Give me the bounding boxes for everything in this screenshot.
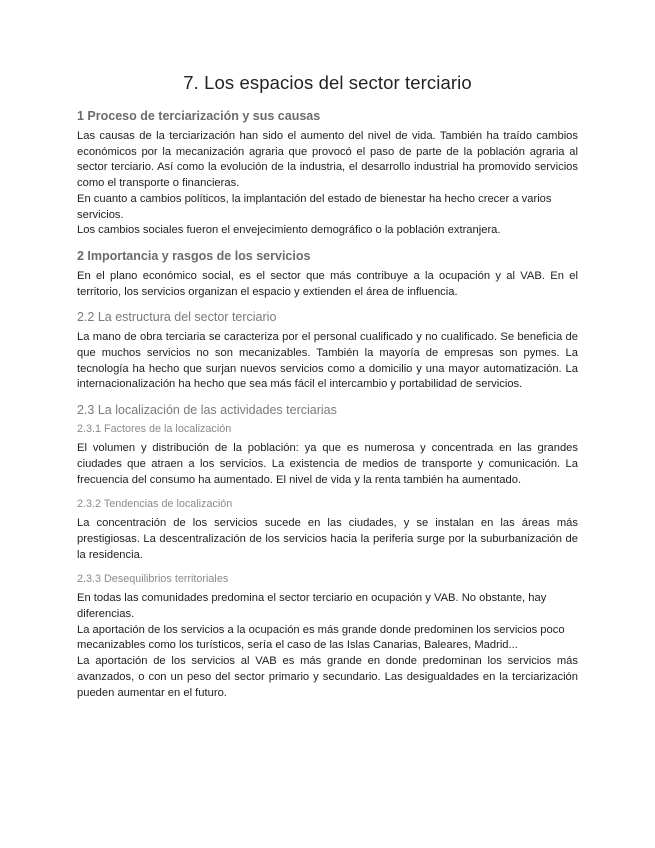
paragraph: En el plano económico social, es el sector que más contribuye a la ocupación y al VAB. En el territorio, los servicios organizan el espacio y extienden el área de influencia. bbox=[77, 269, 578, 298]
section-heading-1: 1 Proceso de terciarización y sus causas bbox=[77, 109, 321, 123]
paragraph: La mano de obra terciaria se caracteriza por el personal cualificado y no cualificado. Se beneficia de que muchos servicios no son mecanizables. También la mayoría de empresas son pymes. La tecnología ha hecho que surjan nuevos servicios como a domicilio y una mayor automatización. La internacionalización ha hecho que sea más fácil el intercambio y portabilidad de servicios. bbox=[77, 331, 578, 391]
subsection-heading-2-3-2: 2.3.2 Tendencias de localización bbox=[77, 498, 233, 511]
paragraph: La aportación de los servicios al VAB es más grande en donde predominan los servicios más avanzados, o con un peso del sector primario y secundario. Las desigualdades en la terciarización pueden aumentar en el futuro. bbox=[77, 655, 578, 699]
subsection-heading-2-3-3: 2.3.3 Desequilibrios territoriales bbox=[77, 573, 229, 586]
section-heading-2-3: 2.3 La localización de las actividades terciarias bbox=[77, 403, 337, 418]
paragraph: La concentración de los servicios sucede en las ciudades, y se instalan en las áreas más prestigiosas. La descentralización de los servicios hacia la periferia surge por la suburbanización de la residencia. bbox=[77, 517, 578, 561]
section-heading-2: 2 Importancia y rasgos de los servicios bbox=[77, 248, 311, 263]
paragraph: Los cambios sociales fueron el envejecimiento demográfico o la población extranjera. bbox=[77, 224, 501, 237]
paragraph: En todas las comunidades predomina el sector terciario en ocupación y VAB. No obstante, hay diferencias. bbox=[77, 592, 547, 621]
paragraph: La aportación de los servicios a la ocupación es más grande donde predominen los servicios poco mecanizables como los turísticos, sería el caso de las Islas Canarias, Baleares, Madrid... bbox=[77, 623, 565, 652]
document-page bbox=[77, 72, 578, 701]
paragraph: En cuanto a cambios políticos, la implantación del estado de bienestar ha hecho crecer a varios servicios. bbox=[77, 192, 552, 221]
page-title: 7. Los espacios del sector terciario bbox=[183, 72, 472, 93]
subsection-heading-2-3-1: 2.3.1 Factores de la localización bbox=[77, 423, 232, 436]
paragraph: Las causas de la terciarización han sido el aumento del nivel de vida. También ha traído cambios económicos por la mecanización agraria que provocó el paso de parte de la población agraria al sector terciario. Así como la evolución de la industria, el desarrollo industrial ha promovido servicios como el transporte o financieras. bbox=[77, 130, 578, 190]
paragraph: El volumen y distribución de la población: ya que es numerosa y concentrada en las grandes ciudades que atraen a los servicios. La existencia de medios de transporte y comunicación. La frecuencia del consumo ha aumentado. El nivel de vida y la renta también ha aumentado. bbox=[77, 442, 578, 486]
section-heading-2-2: 2.2 La estructura del sector terciario bbox=[77, 310, 277, 325]
